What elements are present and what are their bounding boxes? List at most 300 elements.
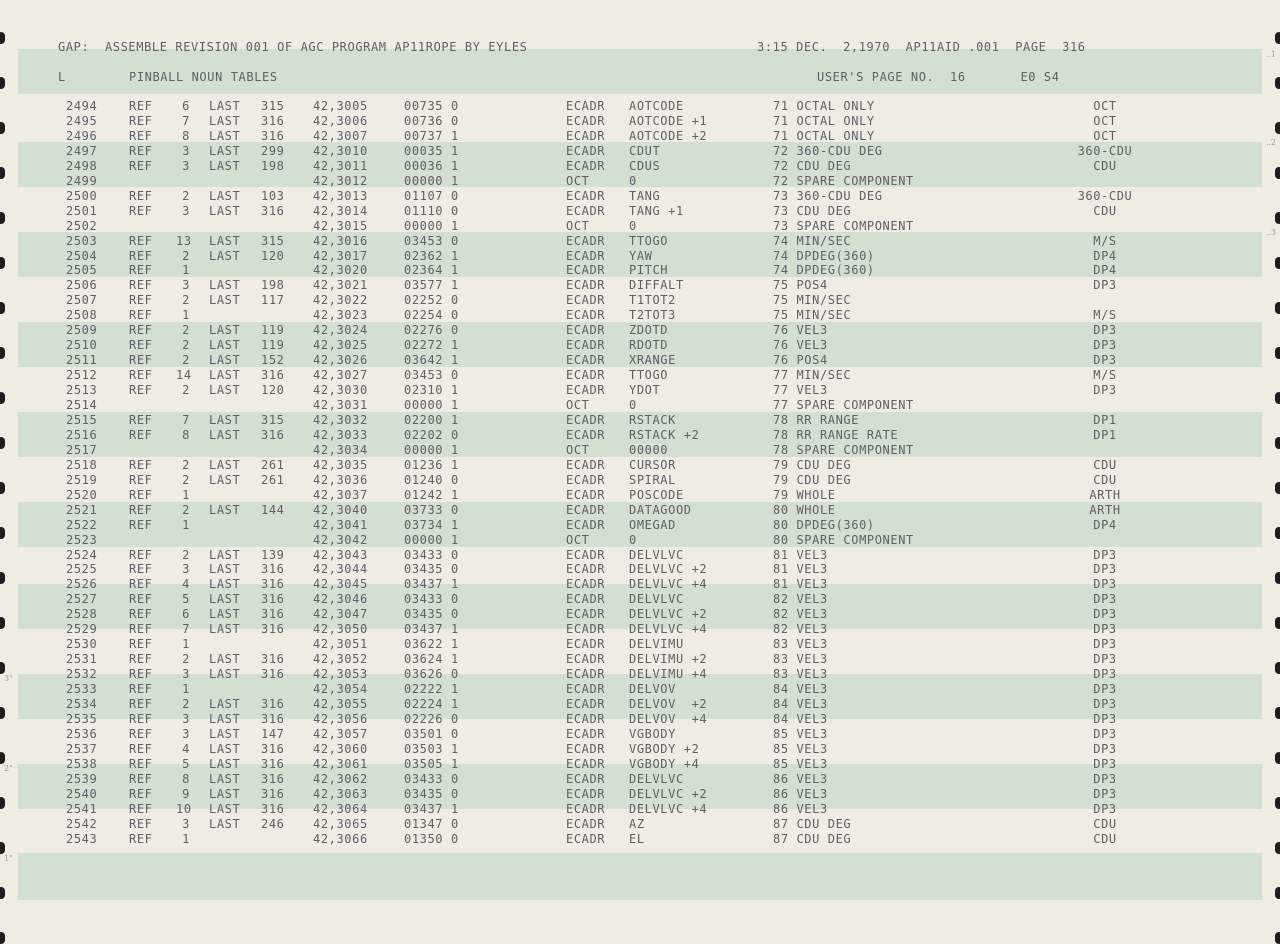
feed-hole [1275, 842, 1280, 854]
last-page: 316 [261, 203, 285, 218]
noun-description: 85 VEL3 [773, 741, 828, 756]
last-label: LAST [209, 128, 241, 143]
opcode: ECADR [566, 816, 606, 831]
table-row [0, 189, 1280, 204]
last-page: 316 [261, 622, 285, 637]
last-label: LAST [209, 711, 241, 726]
address: 42,3012 [313, 173, 368, 188]
octal-value: 02226 0 [404, 711, 459, 726]
feed-hole [0, 482, 5, 494]
address: 42,3032 [313, 412, 368, 427]
ref-label: REF [129, 457, 153, 472]
opcode: ECADR [566, 457, 606, 472]
ref-count: 3 [182, 726, 190, 741]
address: 42,3035 [313, 457, 368, 472]
scale-type: DP3 [1093, 278, 1117, 293]
scale-type: DP3 [1093, 547, 1117, 562]
octal-value: 03437 1 [404, 622, 459, 637]
last-page: 316 [261, 113, 285, 128]
noun-description: 83 VEL3 [773, 652, 828, 667]
scale-type: DP3 [1093, 592, 1117, 607]
address: 42,3027 [313, 368, 368, 383]
last-label: LAST [209, 353, 241, 368]
operand: 0 [629, 532, 637, 547]
operand: DIFFALT [629, 278, 684, 293]
octal-value: 00000 1 [404, 173, 459, 188]
line-number: 2531 [66, 652, 98, 667]
address: 42,3055 [313, 697, 368, 711]
scale-type: DP3 [1093, 323, 1117, 338]
last-page: 316 [261, 697, 285, 711]
octal-value: 02310 1 [404, 383, 459, 398]
line-number: 2503 [66, 233, 98, 248]
ref-label: REF [129, 637, 153, 652]
noun-description: 71 OCTAL ONLY [773, 99, 875, 113]
address: 42,3056 [313, 711, 368, 726]
opcode: ECADR [566, 756, 606, 771]
address: 42,3025 [313, 338, 368, 353]
scale-type: M/S [1093, 368, 1117, 383]
address: 42,3033 [313, 427, 368, 442]
line-number: 2541 [66, 801, 98, 816]
octal-value: 01236 1 [404, 457, 459, 472]
octal-value: 00000 1 [404, 442, 459, 457]
address: 42,3024 [313, 323, 368, 338]
ref-label: REF [129, 383, 153, 398]
noun-description: 86 VEL3 [773, 771, 828, 786]
noun-description: 83 VEL3 [773, 637, 828, 652]
ref-count: 6 [182, 607, 190, 622]
noun-description: 75 MIN/SEC [773, 293, 852, 308]
table-row [0, 263, 1280, 278]
operand: EL [629, 831, 645, 846]
ref-count: 2 [182, 472, 190, 487]
operand: DELVLVC +2 [629, 607, 708, 622]
operand: YAW [629, 248, 653, 263]
table-row [0, 548, 1280, 563]
line-number: 2523 [66, 532, 98, 547]
noun-description: 71 OCTAL ONLY [773, 113, 875, 128]
line-number: 2543 [66, 831, 98, 846]
address: 42,3046 [313, 592, 368, 607]
last-page: 316 [261, 128, 285, 143]
address: 42,3021 [313, 278, 368, 293]
operand: AOTCODE +2 [629, 128, 708, 143]
ref-count: 2 [182, 652, 190, 667]
octal-value: 03433 0 [404, 547, 459, 562]
line-number: 2527 [66, 592, 98, 607]
scale-type: OCT [1093, 99, 1117, 113]
ref-count: 2 [182, 323, 190, 338]
scale-type: DP1 [1093, 427, 1117, 442]
last-label: LAST [209, 741, 241, 756]
noun-description: 85 VEL3 [773, 756, 828, 771]
ref-count: 2 [182, 383, 190, 398]
address: 42,3007 [313, 128, 368, 143]
octal-value: 00735 0 [404, 99, 459, 113]
last-page: 315 [261, 233, 285, 248]
line-number: 2521 [66, 502, 98, 517]
noun-description: 81 VEL3 [773, 547, 828, 562]
operand: RDOTD [629, 338, 669, 353]
last-label: LAST [209, 786, 241, 801]
last-label: LAST [209, 502, 241, 517]
line-number: 2511 [66, 353, 98, 368]
line-number: 2497 [66, 143, 98, 158]
operand: DATAGOOD [629, 502, 692, 517]
noun-description: 78 RR RANGE [773, 412, 860, 427]
line-number: 2513 [66, 383, 98, 398]
ref-label: REF [129, 741, 153, 756]
table-row [0, 428, 1280, 443]
last-page: 261 [261, 457, 285, 472]
octal-value: 03505 1 [404, 756, 459, 771]
noun-description: 78 RR RANGE RATE [773, 427, 899, 442]
address: 42,3013 [313, 188, 368, 203]
ref-label: REF [129, 128, 153, 143]
ref-label: REF [129, 592, 153, 607]
ref-count: 2 [182, 188, 190, 203]
feed-hole [0, 437, 5, 449]
address: 42,3034 [313, 442, 368, 457]
last-page: 316 [261, 652, 285, 667]
scale-type: DP3 [1093, 786, 1117, 801]
ref-label: REF [129, 652, 153, 667]
address: 42,3014 [313, 203, 368, 218]
line-number: 2530 [66, 637, 98, 652]
opcode: ECADR [566, 726, 606, 741]
table-row [0, 398, 1280, 413]
operand: AZ [629, 816, 645, 831]
feed-hole [0, 302, 5, 314]
ref-count: 1 [182, 682, 190, 697]
ref-label: REF [129, 547, 153, 562]
octal-value: 02364 1 [404, 263, 459, 278]
opcode: ECADR [566, 188, 606, 203]
last-page: 119 [261, 323, 285, 338]
opcode: ECADR [566, 667, 606, 682]
opcode: OCT [566, 442, 590, 457]
operand: DELVLVC [629, 771, 684, 786]
feed-hole [1275, 572, 1280, 584]
last-page: 299 [261, 143, 285, 158]
last-label: LAST [209, 158, 241, 173]
line-number: 2516 [66, 427, 98, 442]
line-number: 2509 [66, 323, 98, 338]
feed-hole [0, 617, 5, 629]
last-page: 139 [261, 547, 285, 562]
operand: OMEGAD [629, 517, 676, 532]
scale-type: DP4 [1093, 263, 1117, 278]
table-row [0, 488, 1280, 503]
line-number: 2504 [66, 248, 98, 263]
table-row [0, 159, 1280, 174]
feed-hole [1275, 392, 1280, 404]
line-number: 2519 [66, 472, 98, 487]
ref-count: 1 [182, 263, 190, 278]
ref-count: 3 [182, 816, 190, 831]
octal-value: 03435 0 [404, 786, 459, 801]
opcode: ECADR [566, 502, 606, 517]
octal-value: 00736 0 [404, 113, 459, 128]
last-label: LAST [209, 547, 241, 562]
last-label: LAST [209, 622, 241, 637]
noun-description: 87 CDU DEG [773, 831, 852, 846]
address: 42,3053 [313, 667, 368, 682]
feed-hole [0, 932, 5, 944]
line-number: 2499 [66, 173, 98, 188]
feed-hole [1275, 482, 1280, 494]
table-row [0, 443, 1280, 458]
table-row [0, 323, 1280, 338]
address: 42,3020 [313, 263, 368, 278]
opcode: ECADR [566, 682, 606, 697]
octal-value: 00000 1 [404, 398, 459, 412]
octal-value: 02202 0 [404, 427, 459, 442]
last-page: 316 [261, 771, 285, 786]
operand: DELVLVC +4 [629, 577, 708, 592]
octal-value: 03622 1 [404, 637, 459, 652]
scale-type: CDU [1093, 831, 1117, 846]
scale-type: DP3 [1093, 353, 1117, 368]
address: 42,3064 [313, 801, 368, 816]
table-row [0, 727, 1280, 742]
feed-hole [1275, 167, 1280, 179]
table-row [0, 144, 1280, 159]
octal-value: 03437 1 [404, 577, 459, 592]
address: 42,3010 [313, 143, 368, 158]
octal-value: 03435 0 [404, 607, 459, 622]
opcode: ECADR [566, 353, 606, 368]
opcode: ECADR [566, 113, 606, 128]
ref-label: REF [129, 113, 153, 128]
last-page: 316 [261, 427, 285, 442]
table-row [0, 278, 1280, 293]
octal-value: 02222 1 [404, 682, 459, 697]
line-number: 2524 [66, 547, 98, 562]
table-row [0, 577, 1280, 592]
line-number: 2494 [66, 99, 98, 113]
noun-description: 72 SPARE COMPONENT [773, 173, 914, 188]
ref-count: 8 [182, 771, 190, 786]
operand: DELVOV +2 [629, 697, 708, 711]
line-number: 2514 [66, 398, 98, 412]
last-label: LAST [209, 577, 241, 592]
margin-note: ..1 [1265, 50, 1276, 59]
address: 42,3036 [313, 472, 368, 487]
opcode: ECADR [566, 99, 606, 113]
ref-label: REF [129, 99, 153, 113]
table-row [0, 592, 1280, 607]
octal-value: 01107 0 [404, 188, 459, 203]
ref-count: 3 [182, 562, 190, 577]
last-page: 103 [261, 188, 285, 203]
ref-count: 2 [182, 248, 190, 263]
noun-description: 76 VEL3 [773, 323, 828, 338]
feed-hole [0, 167, 5, 179]
ref-count: 1 [182, 831, 190, 846]
last-page: 315 [261, 99, 285, 113]
operand: ZDOTD [629, 323, 669, 338]
scale-type: DP4 [1093, 248, 1117, 263]
operand: AOTCODE +1 [629, 113, 708, 128]
address: 42,3043 [313, 547, 368, 562]
operand: 0 [629, 218, 637, 233]
scale-type: DP3 [1093, 338, 1117, 353]
scale-type: DP3 [1093, 652, 1117, 667]
scale-type: DP4 [1093, 517, 1117, 532]
ref-label: REF [129, 816, 153, 831]
noun-description: 77 VEL3 [773, 383, 828, 398]
operand: TANG +1 [629, 203, 684, 218]
table-row [0, 114, 1280, 129]
feed-hole [1275, 437, 1280, 449]
last-page: 316 [261, 562, 285, 577]
operand: DELVLVC [629, 547, 684, 562]
operand: YDOT [629, 383, 661, 398]
noun-description: 74 DPDEG(360) [773, 263, 875, 278]
opcode: ECADR [566, 368, 606, 383]
last-label: LAST [209, 338, 241, 353]
opcode: ECADR [566, 128, 606, 143]
last-page: 144 [261, 502, 285, 517]
feed-hole [1275, 347, 1280, 359]
operand: TTOGO [629, 368, 669, 383]
address: 42,3066 [313, 831, 368, 846]
green-bar-band [18, 853, 1262, 900]
last-label: LAST [209, 412, 241, 427]
scale-type: DP3 [1093, 577, 1117, 592]
ref-count: 8 [182, 128, 190, 143]
octal-value: 03433 0 [404, 771, 459, 786]
last-page: 246 [261, 816, 285, 831]
octal-value: 03642 1 [404, 353, 459, 368]
opcode: ECADR [566, 547, 606, 562]
scale-type: 360-CDU [1077, 188, 1133, 203]
last-label: LAST [209, 756, 241, 771]
table-row [0, 308, 1280, 323]
line-number: 2500 [66, 188, 98, 203]
noun-description: 77 MIN/SEC [773, 368, 852, 383]
ref-label: REF [129, 682, 153, 697]
line-number: 2506 [66, 278, 98, 293]
ref-label: REF [129, 353, 153, 368]
table-row [0, 712, 1280, 727]
noun-description: 74 MIN/SEC [773, 233, 852, 248]
address: 42,3011 [313, 158, 368, 173]
noun-description: 76 POS4 [773, 353, 828, 368]
last-label: LAST [209, 99, 241, 113]
noun-description: 79 WHOLE [773, 487, 836, 502]
last-label: LAST [209, 368, 241, 383]
section-title: PINBALL NOUN TABLES [129, 70, 278, 84]
feed-hole [1275, 32, 1280, 44]
address: 42,3042 [313, 532, 368, 547]
ref-count: 3 [182, 158, 190, 173]
operand: DELVLVC +4 [629, 801, 708, 816]
feed-hole [1275, 257, 1280, 269]
ref-label: REF [129, 248, 153, 263]
last-page: 316 [261, 368, 285, 383]
operand: TANG [629, 188, 661, 203]
operand: DELVIMU [629, 637, 684, 652]
operand: PITCH [629, 263, 669, 278]
line-number: 2498 [66, 158, 98, 173]
feed-hole [0, 122, 5, 134]
noun-description: 72 CDU DEG [773, 158, 852, 173]
opcode: ECADR [566, 278, 606, 293]
table-row [0, 637, 1280, 652]
noun-description: 79 CDU DEG [773, 472, 852, 487]
ref-label: REF [129, 667, 153, 682]
noun-description: 80 SPARE COMPONENT [773, 532, 914, 547]
ref-count: 2 [182, 353, 190, 368]
opcode: ECADR [566, 786, 606, 801]
octal-value: 01350 0 [404, 831, 459, 846]
scale-type: DP3 [1093, 607, 1117, 622]
scale-type: DP3 [1093, 711, 1117, 726]
ref-count: 13 [176, 233, 192, 248]
table-row [0, 338, 1280, 353]
octal-value: 03624 1 [404, 652, 459, 667]
octal-value: 02200 1 [404, 412, 459, 427]
scale-type: M/S [1093, 233, 1117, 248]
ref-count: 14 [176, 368, 192, 383]
ref-label: REF [129, 323, 153, 338]
address: 42,3044 [313, 562, 368, 577]
table-row [0, 787, 1280, 802]
table-row [0, 383, 1280, 398]
line-number: 2502 [66, 218, 98, 233]
table-row [0, 757, 1280, 772]
operand: DELVLVC [629, 592, 684, 607]
table-row [0, 293, 1280, 308]
address: 42,3045 [313, 577, 368, 592]
address: 42,3022 [313, 293, 368, 308]
feed-hole [1275, 122, 1280, 134]
address: 42,3062 [313, 771, 368, 786]
table-row [0, 697, 1280, 712]
ref-count: 2 [182, 697, 190, 711]
last-label: LAST [209, 278, 241, 293]
octal-value: 02252 0 [404, 293, 459, 308]
feed-hole [1275, 302, 1280, 314]
table-row [0, 249, 1280, 264]
opcode: ECADR [566, 383, 606, 398]
scale-type: DP3 [1093, 756, 1117, 771]
noun-description: 74 DPDEG(360) [773, 248, 875, 263]
feed-hole [0, 662, 5, 674]
feed-hole [0, 77, 5, 89]
operand: CURSOR [629, 457, 676, 472]
noun-description: 83 VEL3 [773, 667, 828, 682]
noun-description: 82 VEL3 [773, 622, 828, 637]
opcode: ECADR [566, 427, 606, 442]
noun-description: 72 360-CDU DEG [773, 143, 883, 158]
line-number: 2539 [66, 771, 98, 786]
address: 42,3037 [313, 487, 368, 502]
table-row [0, 413, 1280, 428]
scale-type: DP3 [1093, 622, 1117, 637]
last-page: 261 [261, 472, 285, 487]
address: 42,3031 [313, 398, 368, 412]
line-number: 2507 [66, 293, 98, 308]
noun-description: 75 MIN/SEC [773, 308, 852, 323]
scale-type: DP3 [1093, 741, 1117, 756]
ref-label: REF [129, 293, 153, 308]
octal-value: 00036 1 [404, 158, 459, 173]
listing-subheader-marker: L [58, 70, 66, 84]
